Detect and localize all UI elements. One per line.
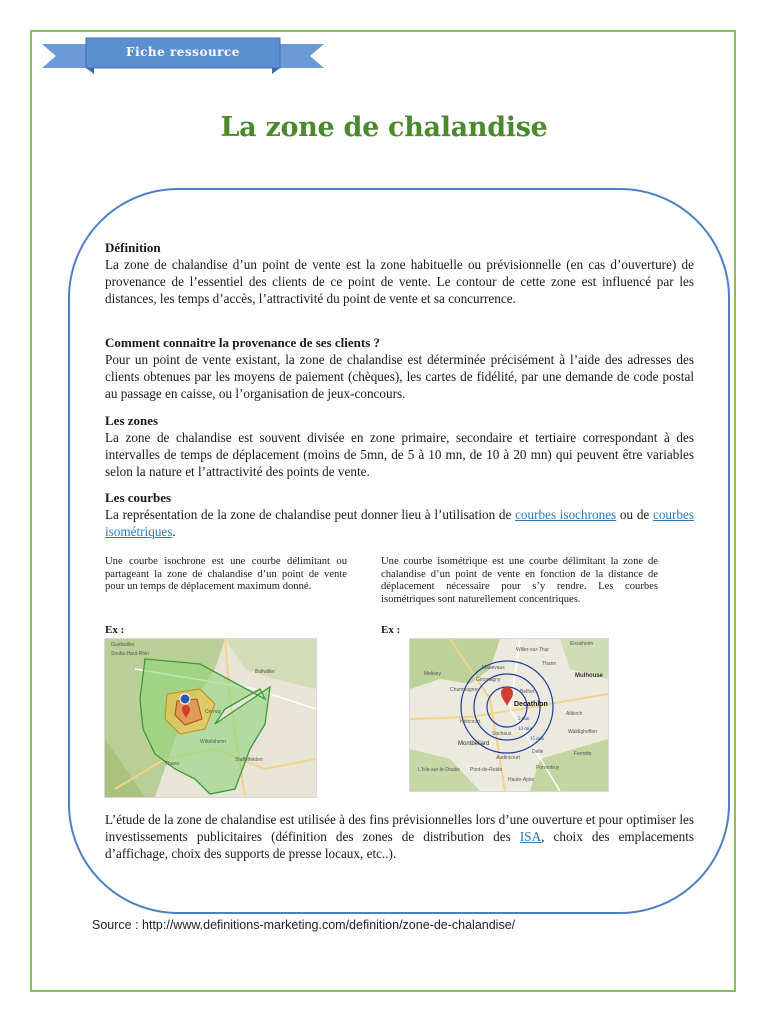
isa-link[interactable]: ISA: [519, 829, 542, 844]
isometric-map-label: Ferrette: [574, 751, 592, 757]
isochrone-map-label: Bollwiller: [255, 669, 275, 675]
isometric-map-label: Delle: [532, 749, 544, 755]
isometric-map: [409, 638, 609, 792]
isometric-text: Une courbe isométrique est une courbe délimitant la zone de chalandise d’un point de vente en fonction de la distance de déplacement nécessaire pour s’y rendre. Les courbes isométriques sont naturellement concentriques.: [381, 556, 658, 606]
zones-text: La zone de chalandise est souvent divisée en zone primaire, secondaire et tertiaire correspondant à des intervalles de temps de déplacement (moins de 5mn, de 5 à 10 mn, de 10 à 20 mn) qui peuvent être variables selon la nature et l’attractivité des points de vente.: [105, 430, 694, 479]
isometric-map-label: Waldighoffen: [568, 729, 597, 735]
provenance-heading: Comment connaitre la provenance de ses clients ?: [105, 335, 381, 350]
isochrone-map-label: Staffelfelden: [235, 757, 263, 763]
conclusion-text-after: , choix des emplacements d’affichage, choix des supports de presse locaux, etc..).: [105, 829, 695, 861]
courbes-heading: Les courbes: [105, 490, 172, 505]
isometric-map-label: Belfort: [520, 689, 535, 695]
isochrone-map-label: Cernay: [205, 709, 222, 715]
ribbon-banner: [42, 36, 324, 76]
isochrone-map: [104, 638, 317, 798]
isometric-ring-label: 10 min: [518, 727, 533, 732]
isochrone-map-label: Wittelsheim: [200, 739, 226, 745]
courbes-text-after: .: [172, 524, 176, 539]
isometric-map-label: Altkirch: [566, 711, 583, 717]
isochrone-ex-label: Ex :: [105, 624, 125, 636]
isometric-ring-label: 5 min: [518, 717, 530, 722]
isochrone-text: Une courbe isochrone est une courbe délimitant ou partageant la zone de chalandise d’un point de vente pour un temps de déplacement maximum donné.: [105, 556, 347, 593]
isometric-ex-label: Ex :: [381, 624, 401, 636]
definition-heading: Définition: [105, 240, 161, 255]
courbes-text-middle: ou de: [616, 507, 653, 522]
definition-text: La zone de chalandise d’un point de vente est la zone habituelle ou prévisionnelle (en cas d’ouverture) de provenance de l’essentiel des clients de ce point de vente. Le contour de cette zone est influencé par les distances, les temps d’accès, l’attractivité du point de vente et sa concurrence.: [105, 257, 694, 306]
courbes-isochrones-link[interactable]: courbes isochrones: [515, 507, 617, 522]
isometric-map-label: Thann: [542, 661, 557, 667]
isometric-map-label: Willer-sur-Thur: [516, 647, 550, 653]
isometric-map-label: Mulhouse: [575, 673, 603, 679]
isometric-map-label: Montbéliard: [458, 741, 490, 747]
isometric-map-label: Audincourt: [496, 755, 520, 761]
courbes-text-before: La représentation de la zone de chalandise peut donner lieu à l’utilisation de: [105, 507, 516, 522]
isometric-map-label: L'Isle-sur-le-Doubs: [418, 767, 460, 773]
zones-heading: Les zones: [105, 413, 159, 428]
isochrone-map-label: Guebwiller: [111, 642, 135, 648]
isometric-map-label: Haute-Ajoie: [508, 777, 535, 783]
isometric-ring-label: 15 min: [530, 737, 545, 742]
isochrone-map-label: Thann: [165, 761, 180, 767]
isometric-map-label: Ensisheim: [570, 641, 594, 647]
isometric-map-label: Melisey: [424, 671, 441, 677]
isometric-map-label: Pont-de-Roide: [470, 767, 503, 773]
ribbon-label: Fiche ressource: [126, 45, 240, 59]
isometric-map-label: Sochaux: [492, 731, 512, 737]
conclusion-text: [105, 811, 694, 862]
isometric-map-label: Giromagny: [476, 677, 501, 683]
page-title: La zone de chalandise: [220, 112, 548, 143]
courbes-isometriques-link[interactable]: courbes isométriques: [105, 507, 694, 539]
isometric-store-label: Decathlon: [514, 701, 548, 708]
source-citation: Source : http://www.definitions-marketing.com/definition/zone-de-chalandise/: [92, 918, 516, 932]
isometric-map-label: Champagney: [450, 687, 480, 693]
isometric-map-label: Héricourt: [460, 719, 481, 725]
courbes-text: [105, 506, 694, 540]
conclusion-text-before: L’étude de la zone de chalandise est utilisée à des fins prévisionnelles lors d’une ouverture et pour optimiser les investissements publicitaires (définition des zones de distribution des: [105, 812, 694, 844]
isometric-map-label: Porrentruy: [536, 765, 560, 771]
isochrone-map-image: [105, 639, 316, 797]
provenance-text: Pour un point de vente existant, la zone de chalandise est déterminée précisément à l’aide des adresses des clients obtenues par les moyens de paiement (chèques), les cartes de fidélité, par une demande de code postal au passage en caisse, ou l’organisation de jeux-concours.: [105, 352, 694, 401]
isometric-map-label: Masevaux: [482, 665, 505, 671]
isochrone-map-label: Soultz-Haut-Rhin: [111, 651, 150, 657]
